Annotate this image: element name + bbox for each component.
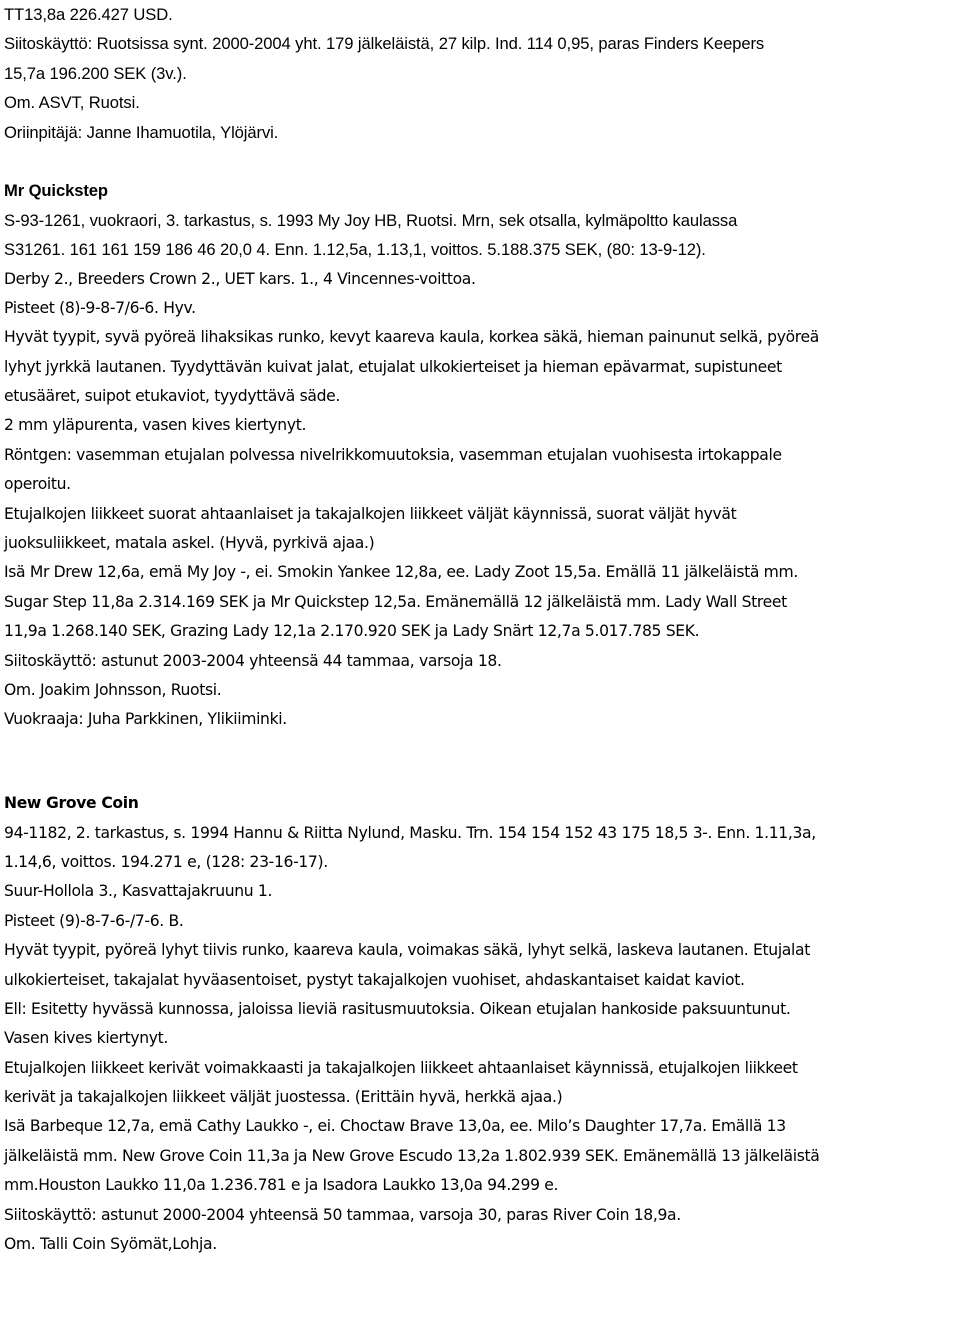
document-page: [4, 0, 958, 1259]
text-line: Hyvät tyypit, syvä pyöreä lihaksikas runko, kevyt kaareva kaula, korkea säkä, hieman painunut selkä, pyöreä: [4, 328, 819, 347]
text-line: Ell: Esitetty hyvässä kunnossa, jaloissa lieviä rasitusmuutoksia. Oikean etujalan hankoside paksuuntunut.: [4, 999, 791, 1018]
text-line: 1.14,6, voittos. 194.271 e, (128: 23-16-17).: [4, 852, 328, 871]
text-line: Etujalkojen liikkeet kerivät voimakkaasti ja takajalkojen liikkeet ahtaanlaiset käynnissä, etujalkojen liikkeet: [4, 1058, 798, 1077]
text-line: Röntgen: vasemman etujalan polvessa nivelrikkomuutoksia, vasemman etujalan vuohisesta irtokappale: [4, 445, 782, 464]
text-line: Siitoskäyttö: astunut 2000-2004 yhteensä 50 tammaa, varsoja 30, paras River Coin 18,9a.: [4, 1205, 681, 1224]
text-line: Siitoskäyttö: Ruotsissa synt. 2000-2004 yht. 179 jälkeläistä, 27 kilp. Ind. 114 0,95, paras Finders Keepers: [4, 34, 765, 54]
text-line: Om. Talli Coin Syömät,Lohja.: [4, 1235, 217, 1254]
text-line: TT13,8a 226.427 USD.: [4, 5, 173, 24]
text-line: jälkeläistä mm. New Grove Coin 11,3a ja New Grove Escudo 13,2a 1.802.939 SEK. Emänemällä 13 jälkeläistä: [4, 1146, 820, 1165]
text-line: etusääret, suipot etukaviot, tyydyttävä säde.: [4, 387, 341, 406]
text-line: Hyvät tyypit, pyöreä lyhyt tiivis runko, kaareva kaula, voimakas säkä, lyhyt selkä, laskeva lautanen. Etujalat: [4, 941, 810, 960]
text-line: S-93-1261, vuokraori, 3. tarkastus, s. 1993 My Joy HB, Ruotsi. Mrn, sek otsalla, kylmäpoltto kaulassa: [4, 210, 738, 230]
text-line: kerivät ja takajalkojen liikkeet väljät juostessa. (Erittäin hyvä, herkkä ajaa.): [4, 1088, 563, 1107]
text-line: Etujalkojen liikkeet suorat ahtaanlaiset ja takajalkojen liikkeet väljät käynnissä, suorat väljät hyvät: [4, 504, 737, 523]
horse-entry-mr-quickstep: [4, 176, 958, 734]
text-line: mm.Houston Laukko 11,0a 1.236.781 e ja Isadora Laukko 13,0a 94.299 e.: [4, 1176, 559, 1195]
text-line: Pisteet (8)-9-8-7/6-6. Hyv.: [4, 298, 196, 317]
horse-name-heading: New Grove Coin: [4, 794, 139, 813]
text-line: Oriinpitäjä: Janne Ihamuotila, Ylöjärvi.: [4, 122, 279, 142]
horse-name-heading: Mr Quickstep: [4, 181, 108, 201]
text-line: Siitoskäyttö: astunut 2003-2004 yhteensä 44 tammaa, varsoja 18.: [4, 651, 502, 670]
text-line: Vuokraaja: Juha Parkkinen, Ylikiiminki.: [4, 710, 287, 729]
horse-entry-new-grove-coin: [4, 789, 958, 1259]
text-line: Sugar Step 11,8a 2.314.169 SEK ja Mr Quickstep 12,5a. Emänemällä 12 jälkeläistä mm. Lady Wall Street: [4, 592, 787, 611]
text-line: Om. ASVT, Ruotsi.: [4, 93, 140, 113]
text-line: Pisteet (9)-8-7-6-/7-6. B.: [4, 911, 184, 930]
text-line: lyhyt jyrkkä lautanen. Tyydyttävän kuivat jalat, etujalat ulkokierteiset ja hieman epävarmat, supistuneet: [4, 357, 782, 376]
intro-section: [4, 0, 958, 147]
text-line: Isä Mr Drew 12,6a, emä My Joy -, ei. Smokin Yankee 12,8a, ee. Lady Zoot 15,5a. Emällä 11 jälkeläistä mm.: [4, 563, 798, 582]
text-line: S31261. 161 161 159 186 46 20,0 4. Enn. 1.12,5a, 1.13,1, voittos. 5.188.375 SEK, (80: 13-9-12).: [4, 240, 706, 260]
spacer: [4, 735, 958, 764]
spacer: [4, 147, 958, 176]
text-line: 11,9a 1.268.140 SEK, Grazing Lady 12,1a 2.170.920 SEK ja Lady Snärt 12,7a 5.017.785 SEK.: [4, 622, 700, 641]
text-line: Isä Barbeque 12,7a, emä Cathy Laukko -, ei. Choctaw Brave 13,0a, ee. Milo’s Daughter 17,7a. Emällä 13: [4, 1117, 786, 1136]
text-line: Om. Joakim Johnsson, Ruotsi.: [4, 680, 222, 699]
text-line: juoksuliikkeet, matala askel. (Hyvä, pyrkivä ajaa.): [4, 534, 375, 553]
text-line: 15,7a 196.200 SEK (3v.).: [4, 63, 187, 83]
text-line: Suur-Hollola 3., Kasvattajakruunu 1.: [4, 882, 273, 901]
text-line: ulkokierteiset, takajalat hyväasentoiset, pystyt takajalkojen vuohiset, ahdaskantaiset kaidat kaviot.: [4, 970, 745, 989]
text-line: 94-1182, 2. tarkastus, s. 1994 Hannu & Riitta Nylund, Masku. Trn. 154 154 152 43 175 18,5 3-. Enn. 1.11,3a,: [4, 823, 816, 842]
spacer: [4, 764, 958, 789]
text-line: 2 mm yläpurenta, vasen kives kiertynyt.: [4, 416, 307, 435]
text-line: Derby 2., Breeders Crown 2., UET kars. 1., 4 Vincennes-voittoa.: [4, 269, 476, 288]
text-line: operoitu.: [4, 475, 71, 494]
text-line: Vasen kives kiertynyt.: [4, 1029, 169, 1048]
